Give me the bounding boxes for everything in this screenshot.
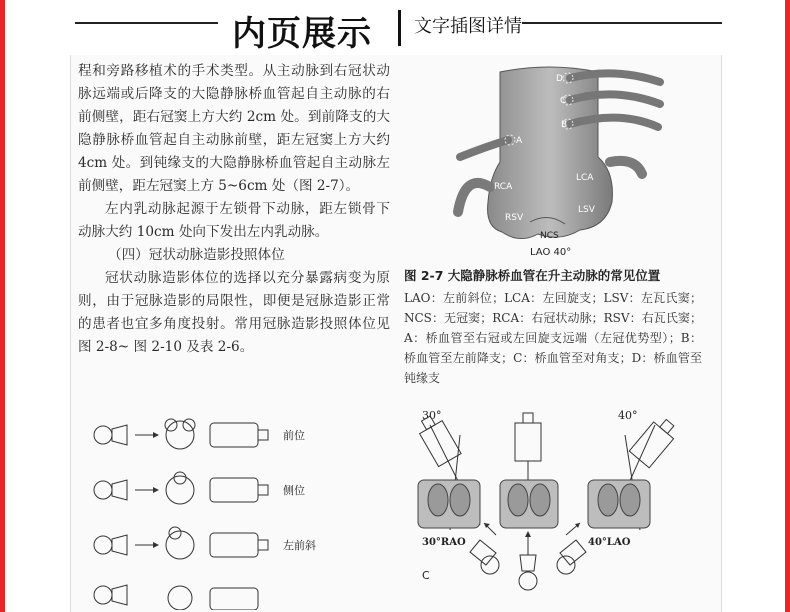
patient-left [418,480,480,528]
label-40lao: 40°LAO [588,537,631,548]
lca-vessel [610,161,642,174]
label-rsv: RSV [505,213,524,223]
paragraph-2: 左内乳动脉起源于左锁骨下动脉，距左锁骨下动脉大约 10cm 处向下发出左内乳动脉。 [78,201,390,240]
right-border [785,0,790,612]
row-label-lao: 左前斜 [283,539,316,552]
label-ncs: NCS [540,231,559,241]
label-view: LAO 40° [530,247,572,258]
label-d: D [556,74,563,84]
detector-center [519,555,537,590]
header [0,0,790,55]
paragraph-1: 程和旁路移植术的手术类型。从主动脉到右冠状动脉远端或后降支的大隐静脉桥血管起自主动脉的右前侧壁，距右冠窦上方大约 2cm 处。到前降支的大隐静脉桥血管起自主动脉前壁，距左冠窦上方大约 4cm 处。到钝缘支的大隐静脉桥血管起自主动脉左前侧壁，距左冠窦上方 5~6cm 处（图 2-7）。 [78,63,390,194]
tube-right [629,414,680,467]
rca-vessel [458,183,490,212]
projection-row-4-partial [94,585,258,610]
label-c: C [560,96,567,106]
figure-2-7-caption: 图 2-7 大隐静脉桥血管在升主动脉的常见位置 [404,268,661,283]
figure-2-8-illustration [85,410,395,610]
label-lsv: LSV [578,205,595,215]
figure-2-7-illustration [430,62,690,262]
projection-row-1 [94,419,305,449]
patient-right [588,480,650,528]
row-label-lateral: 侧位 [283,484,305,497]
header-rule-right [522,22,722,24]
angle-right: 40° [618,409,638,422]
section-heading: （四）冠状动脉造影投照体位 [108,247,285,263]
tube-center [515,413,541,461]
left-border [0,0,5,612]
label-rca: RCA [494,182,513,192]
label-lca: LCA [576,173,594,183]
projection-row-2 [94,472,305,504]
detector-right [557,540,586,574]
label-b: B [561,120,568,130]
label-a: A [516,136,523,146]
row-label-anterior: 前位 [283,429,305,442]
figure-c-illustration [400,405,700,605]
angle-left: 30° [422,409,442,422]
body-text-column [78,60,390,359]
figure-2-7-legend: LAO：左前斜位；LCA：左回旋支；LSV：左瓦氏窦；NCS：无冠窦；RCA：右冠状动脉；RSV：右瓦氏窦；A：桥血管至右冠或左回旋支远端（左冠优势型）；B：桥血管至左前降支；C：桥血管至对角支；D：桥血管至钝缘支 [404,291,702,385]
detector-left [470,540,499,574]
header-subtitle: 文字插图详情 [414,16,522,37]
projection-row-3 [94,527,316,559]
header-title: 内页展示 [232,14,372,54]
header-separator [398,10,401,46]
label-30rao: 30°RAO [422,537,466,548]
header-rule-left [75,22,218,24]
patient-center [500,480,558,528]
paragraph-3: 冠状动脉造影体位的选择以充分暴露病变为原则，由于冠脉造影的局限性，即便是冠脉造影正常的患者也宜多角度投射。常用冠脉造影投照体位见图 2-8~ 图 2-10 及表 2-6。 [78,270,390,355]
panel-label-c: C [422,569,430,582]
